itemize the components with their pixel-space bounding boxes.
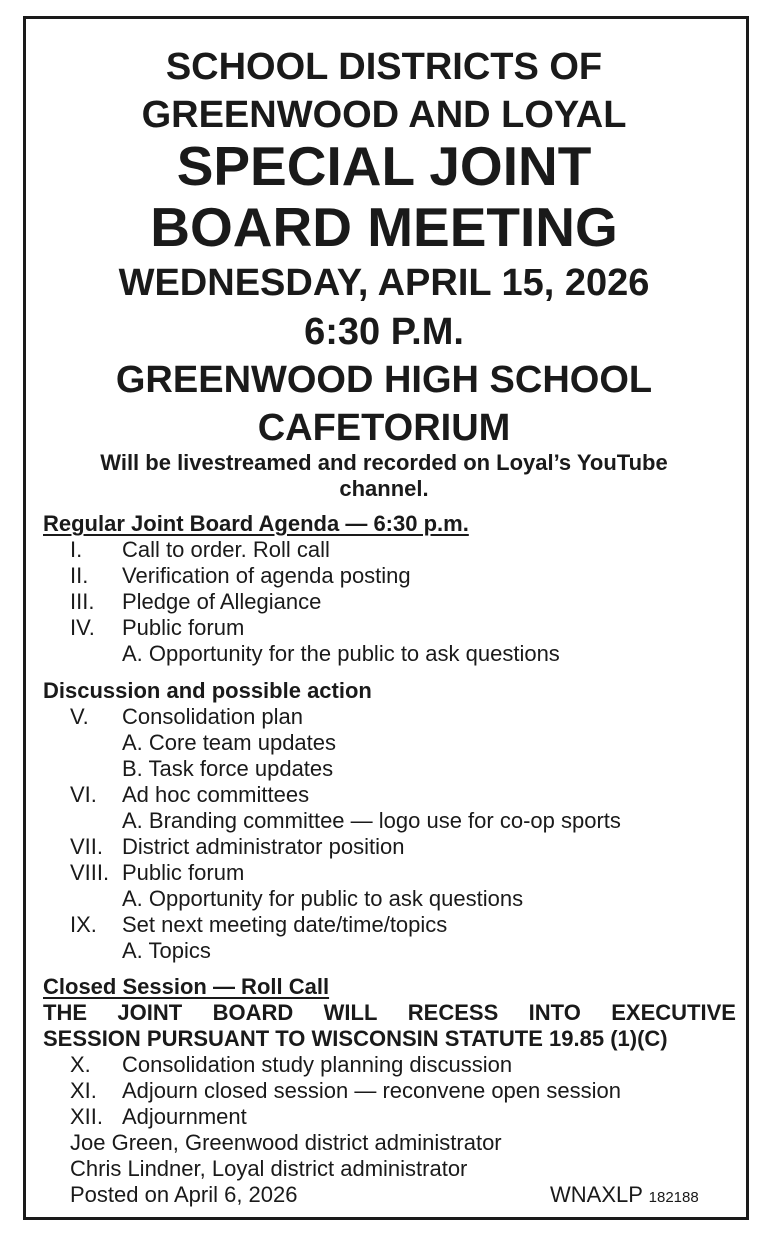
statement-word: RECESS: [407, 1000, 499, 1025]
agenda-item-text: Call to order. Roll call: [122, 537, 330, 562]
header-line-1: SCHOOL DISTRICTS OF: [165, 46, 603, 88]
agenda-item-text: District administrator position: [122, 834, 405, 859]
ad-code-number: 182188: [648, 1189, 699, 1206]
agenda-item-number: VII.: [70, 834, 104, 859]
agenda-item-number: III.: [70, 589, 95, 614]
statement-word: WILL: [323, 1000, 378, 1025]
agenda-subitem: A. Core team updates: [122, 730, 337, 755]
agenda-item-number: IX.: [70, 912, 97, 937]
executive-session-statement-line-2: SESSION PURSUANT TO WISCONSIN STATUTE 19.85 (1)(C): [43, 1026, 668, 1051]
meeting-date: WEDNESDAY, APRIL 15, 2026: [118, 262, 650, 304]
posted-date: Posted on April 6, 2026: [70, 1182, 298, 1207]
closed-session-heading: Closed Session — Roll Call: [43, 974, 330, 999]
statement-word: EXECUTIVE: [611, 1000, 736, 1025]
signature-greenwood: Joe Green, Greenwood district administrator: [70, 1130, 502, 1155]
agenda-item-text: Verification of agenda posting: [122, 563, 411, 588]
agenda-item-number: II.: [70, 563, 89, 588]
agenda-subitem: A. Branding committee — logo use for co-op sports: [122, 808, 621, 833]
livestream-note-line-1: Will be livestreamed and recorded on Loyal’s YouTube: [100, 450, 668, 475]
meeting-time: 6:30 P.M.: [304, 311, 464, 353]
statement-word: THE: [43, 1000, 87, 1025]
agenda-subitem: A. Opportunity for public to ask questions: [122, 886, 524, 911]
agenda-item-text: Consolidation study planning discussion: [122, 1052, 513, 1077]
agenda-item-number: I.: [70, 537, 83, 562]
agenda-item-text: Pledge of Allegiance: [122, 589, 322, 614]
discussion-heading: Discussion and possible action: [43, 678, 372, 703]
signature-loyal: Chris Lindner, Loyal district administrator: [70, 1156, 468, 1181]
agenda-item-text: Set next meeting date/time/topics: [122, 912, 448, 937]
notice-title-line-1: SPECIAL JOINT: [176, 135, 592, 197]
executive-session-statement-line-1: [43, 1000, 736, 1026]
agenda-item-number: V.: [70, 704, 89, 729]
header-line-2: GREENWOOD AND LOYAL: [141, 94, 627, 136]
agenda-item-text: Adjournment: [122, 1104, 247, 1129]
regular-agenda-heading: Regular Joint Board Agenda — 6:30 p.m.: [43, 511, 469, 536]
agenda-item-text: Public forum: [122, 860, 245, 885]
livestream-note-line-2: channel.: [339, 476, 429, 501]
agenda-item-text: Ad hoc committees: [122, 782, 310, 807]
agenda-subitem: B. Task force updates: [122, 756, 334, 781]
agenda-item-text: Adjourn closed session — reconvene open session: [122, 1078, 621, 1103]
statement-word: BOARD: [212, 1000, 294, 1025]
ad-code: [550, 1182, 699, 1211]
statement-word: INTO: [528, 1000, 581, 1025]
location-line-2: CAFETORIUM: [257, 407, 511, 449]
agenda-item-number: XII.: [70, 1104, 104, 1129]
agenda-item-number: XI.: [70, 1078, 97, 1103]
agenda-item-number: VIII.: [70, 860, 110, 885]
agenda-item-text: Public forum: [122, 615, 245, 640]
notice-title-line-2: BOARD MEETING: [150, 196, 618, 258]
statement-word: JOINT: [117, 1000, 183, 1025]
agenda-item-number: VI.: [70, 782, 97, 807]
agenda-subitem: A. Opportunity for the public to ask questions: [122, 641, 560, 666]
agenda-subitem: A. Topics: [122, 938, 211, 963]
agenda-item-number: IV.: [70, 615, 95, 640]
ad-code-prefix: WNAXLP: [550, 1182, 643, 1207]
location-line-1: GREENWOOD HIGH SCHOOL: [115, 359, 653, 401]
agenda-item-number: X.: [70, 1052, 91, 1077]
agenda-item-text: Consolidation plan: [122, 704, 304, 729]
